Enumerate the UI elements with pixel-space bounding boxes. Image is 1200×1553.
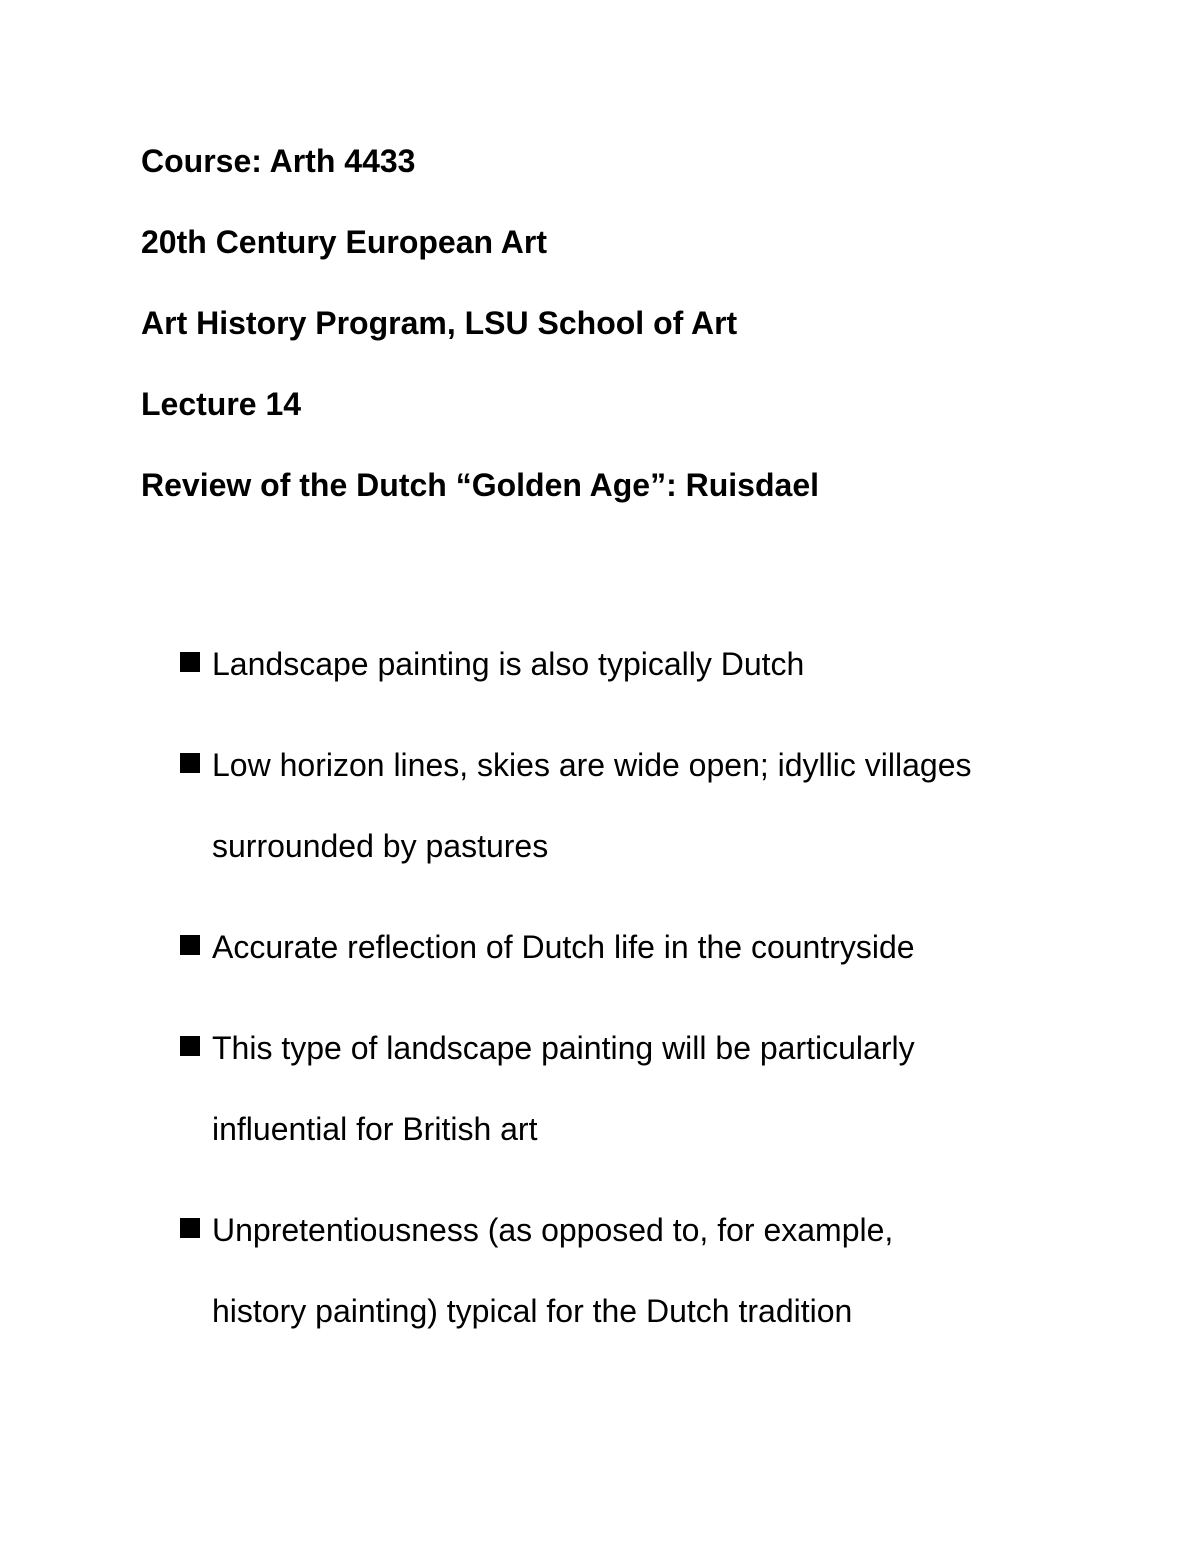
list-item-line: This type of landscape painting will be particularly <box>212 1030 915 1066</box>
list-item-line: Landscape painting is also typically Dutch <box>212 646 805 682</box>
square-bullet-icon <box>180 753 200 773</box>
square-bullet-icon <box>180 1218 200 1238</box>
list-item-line: surrounded by pastures <box>212 828 549 864</box>
list-item-line: influential for British art <box>212 1111 538 1147</box>
square-bullet-icon <box>180 652 200 672</box>
list-item-line: Low horizon lines, skies are wide open; idyllic villages <box>212 747 972 783</box>
list-item-line: Accurate reflection of Dutch life in the countryside <box>212 929 915 965</box>
list-item <box>180 1190 1080 1352</box>
list-item <box>180 907 1080 988</box>
bullet-list <box>180 624 1080 1372</box>
square-bullet-icon <box>180 935 200 955</box>
program-name: Art History Program, LSU School of Art <box>141 305 738 341</box>
list-item <box>180 725 1080 887</box>
list-item <box>180 624 1080 705</box>
square-bullet-icon <box>180 1036 200 1056</box>
list-item-line: Unpretentiousness (as opposed to, for example, <box>212 1212 894 1248</box>
list-item <box>180 1008 1080 1170</box>
course-name: 20th Century European Art <box>141 224 547 260</box>
list-item-line: history painting) typical for the Dutch tradition <box>212 1293 853 1329</box>
course-title: Course: Arth 4433 <box>141 143 416 179</box>
lecture-number: Lecture 14 <box>141 386 302 422</box>
lecture-topic: Review of the Dutch “Golden Age”: Ruisdael <box>141 467 819 503</box>
